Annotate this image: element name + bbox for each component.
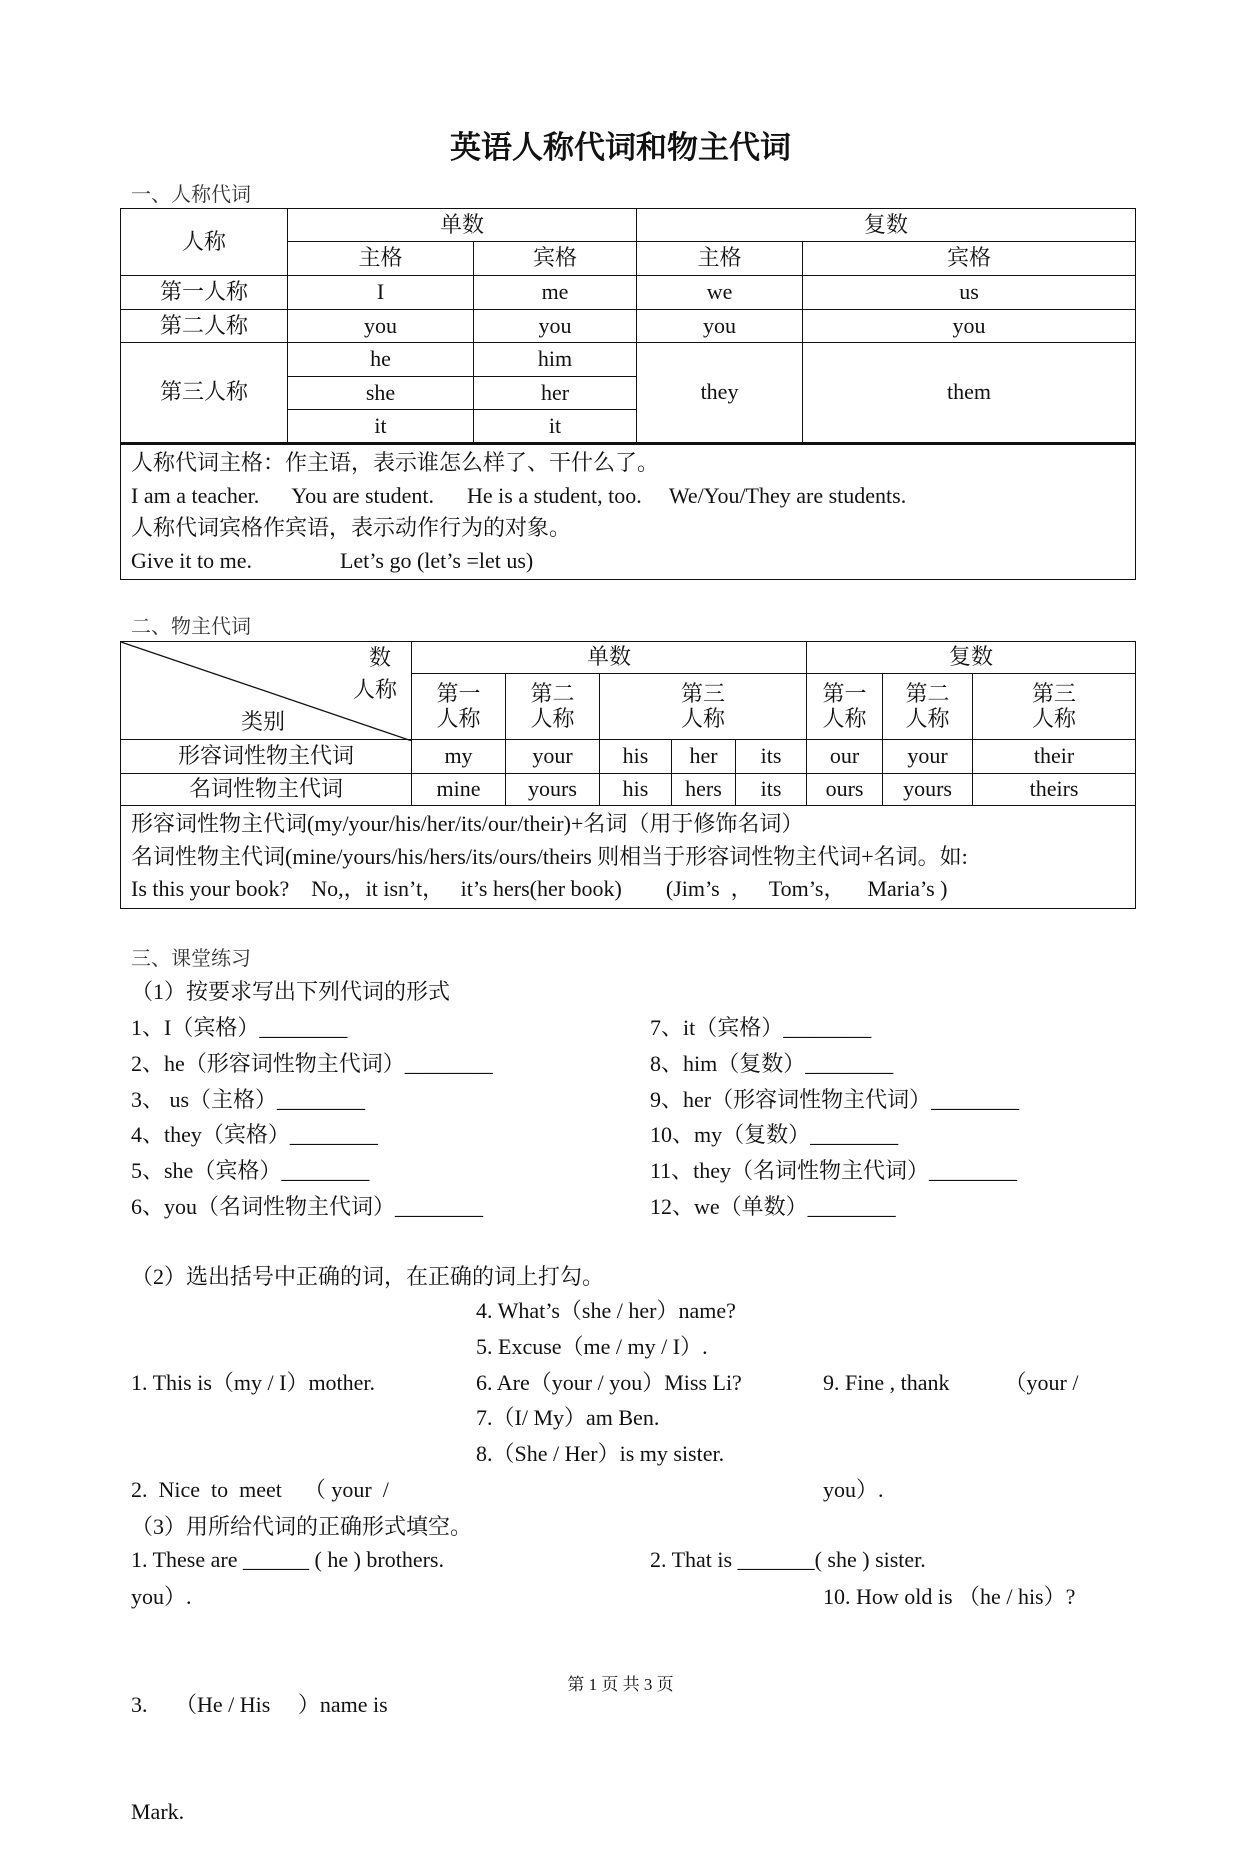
part2-title: （2）选出括号中正确的词，在正确的词上打勾。 — [131, 1264, 605, 1289]
person-label: 第三人称 — [121, 343, 288, 444]
cell: its — [736, 774, 807, 806]
cell: his — [600, 740, 672, 774]
cell: she — [288, 377, 474, 410]
notes-cell — [121, 444, 1136, 580]
part1-right-column — [650, 1010, 1019, 1225]
exercise-item: 11、they（名词性物主代词）________ — [650, 1158, 1018, 1184]
part1-left-column — [131, 1010, 493, 1225]
header-sg-nom: 主格 — [288, 242, 474, 276]
cell: her — [672, 740, 736, 774]
cell: her — [474, 377, 637, 410]
note-line: 名词性物主代词(mine/yours/his/hers/its/ours/theirs 则相当于形容词性物主代词+名词。如: — [131, 843, 968, 869]
possessive-pronoun-table — [120, 641, 1136, 909]
exercise-item: 8、him（复数）________ — [650, 1050, 894, 1076]
header-sg-obj: 宾格 — [474, 242, 637, 276]
page-footer: 第 1 页 共 3 页 — [567, 1675, 674, 1694]
note-line: 人称代词主格：作主语，表示谁怎么样了、干什么了。 — [131, 450, 660, 475]
cell: his — [600, 774, 672, 806]
personal-pronoun-table — [120, 208, 1136, 580]
exercise-item: 1. This is（my / I）mother. — [131, 1369, 376, 1395]
cell: they — [637, 343, 803, 444]
exercise-item: 7、it（宾格）________ — [650, 1015, 872, 1040]
person-header: 第一 人称 — [412, 674, 506, 740]
person-label: 第二人称 — [121, 310, 288, 343]
person-header: 第二 人称 — [883, 674, 973, 740]
exercise-item: 6、you（名词性物主代词）________ — [131, 1193, 484, 1219]
exercise-item: 12、we（单数）________ — [650, 1193, 896, 1219]
part3-title: （3）用所给代词的正确形式填空。 — [131, 1514, 473, 1539]
row-label: 形容词性物主代词 — [121, 740, 412, 774]
exercise-item: you）. — [131, 1584, 192, 1610]
corner-person-label: 人称 — [352, 677, 397, 702]
cell: he — [288, 343, 474, 377]
cell: it — [288, 410, 474, 444]
cell: me — [474, 276, 637, 310]
exercise-item: 1、I（宾格）________ — [131, 1015, 348, 1040]
exercise-item: 5. Excuse（me / my / I）. — [476, 1333, 708, 1359]
exercise-item: Mark. — [131, 1799, 185, 1825]
exercise-item: 4. What’s（she / her）name? — [476, 1298, 736, 1323]
person-header: 第二 人称 — [506, 674, 600, 740]
row-label: 名词性物主代词 — [121, 774, 412, 806]
exercise-item: 2. Nice to meet （ your / — [131, 1476, 389, 1502]
header-pl-nom: 主格 — [637, 242, 803, 276]
part1-title: （1）按要求写出下列代词的形式 — [131, 979, 451, 1004]
cell: your — [506, 740, 600, 774]
section2-heading: 二、物主代词 — [131, 616, 251, 638]
exercise-item: 5、she（宾格）________ — [131, 1158, 370, 1184]
exercise-item: 9. Fine , thank （your / — [823, 1369, 1079, 1395]
exercise-item: you）. — [823, 1476, 884, 1502]
part2-column-2 — [476, 1293, 742, 1472]
cell: you — [803, 310, 1136, 343]
note-line: I am a teacher. You are student. He is a student, too. We/You/They are students. — [131, 482, 907, 508]
cell: yours — [883, 774, 973, 806]
note-line: Give it to me. Let’s go (let’s =let us) — [131, 547, 534, 573]
cell: them — [803, 343, 1136, 444]
cell: him — [474, 343, 637, 377]
cell: I — [288, 276, 474, 310]
header-person: 人称 — [121, 209, 288, 276]
cell: their — [973, 740, 1136, 774]
page-title: 英语人称代词和物主代词 — [450, 130, 791, 165]
note-line: Is this your book? No,，it isn’t， it’s hers(her book) (Jim’s ， Tom’s， Maria’s ) — [131, 876, 948, 901]
cell: ours — [807, 774, 883, 806]
table-row — [121, 774, 1136, 806]
cell: my — [412, 740, 506, 774]
exercise-item: 1. These are ______ ( he ) brothers. — [131, 1547, 444, 1572]
cell: hers — [672, 774, 736, 806]
cell: it — [474, 410, 637, 444]
header-plural: 复数 — [637, 209, 1136, 242]
table-row — [121, 310, 1136, 343]
exercise-item: 8.（She / Her）is my sister. — [476, 1441, 725, 1467]
section3-heading: 三、课堂练习 — [131, 948, 251, 970]
table-row — [121, 343, 1136, 377]
cell: you — [288, 310, 474, 343]
exercise-item: 4、they（宾格）________ — [131, 1122, 378, 1148]
person-header: 第三 人称 — [600, 674, 807, 740]
cell: our — [807, 740, 883, 774]
table-row — [121, 740, 1136, 774]
exercise-item: 10. How old is （he / his）? — [823, 1584, 1076, 1610]
cell: you — [637, 310, 803, 343]
exercise-item: 3. （He / His ）name is — [131, 1691, 388, 1717]
note-line: 人称代词宾格作宾语，表示动作行为的对象。 — [131, 515, 572, 540]
person-label: 第一人称 — [121, 276, 288, 310]
diagonal-header-cell — [121, 642, 412, 740]
exercise-item: 9、her（形容词性物主代词）________ — [650, 1086, 1020, 1112]
cell: its — [736, 740, 807, 774]
person-header: 第三 人称 — [973, 674, 1136, 740]
note-line: 形容词性物主代词(my/your/his/her/its/our/their)+名词（用于修饰名词） — [131, 811, 804, 836]
person-header: 第一 人称 — [807, 674, 883, 740]
cell: your — [883, 740, 973, 774]
cell: you — [474, 310, 637, 343]
header-singular: 单数 — [412, 642, 807, 674]
cell: us — [803, 276, 1136, 310]
exercise-item: 2、he（形容词性物主代词）________ — [131, 1050, 493, 1076]
section1-heading: 一、人称代词 — [131, 184, 251, 206]
cell: theirs — [973, 774, 1136, 806]
part2-column-1 — [131, 1293, 389, 1866]
table-row — [121, 276, 1136, 310]
part2-column-3 — [823, 1293, 1078, 1651]
notes-cell — [121, 806, 1136, 909]
corner-number-label: 数 — [368, 645, 391, 670]
exercise-item: 3、 us（主格）________ — [131, 1086, 366, 1112]
exercise-item: 6. Are（your / you）Miss Li? — [476, 1369, 742, 1395]
header-pl-obj: 宾格 — [803, 242, 1136, 276]
cell: we — [637, 276, 803, 310]
header-singular: 单数 — [288, 209, 637, 242]
cell: mine — [412, 774, 506, 806]
cell: yours — [506, 774, 600, 806]
header-plural: 复数 — [807, 642, 1136, 674]
corner-category-label: 类别 — [241, 709, 286, 734]
exercise-item: 2. That is _______( she ) sister. — [650, 1547, 926, 1572]
exercise-item: 7.（I/ My）am Ben. — [476, 1405, 660, 1431]
exercise-item: 10、my（复数）________ — [650, 1122, 899, 1148]
